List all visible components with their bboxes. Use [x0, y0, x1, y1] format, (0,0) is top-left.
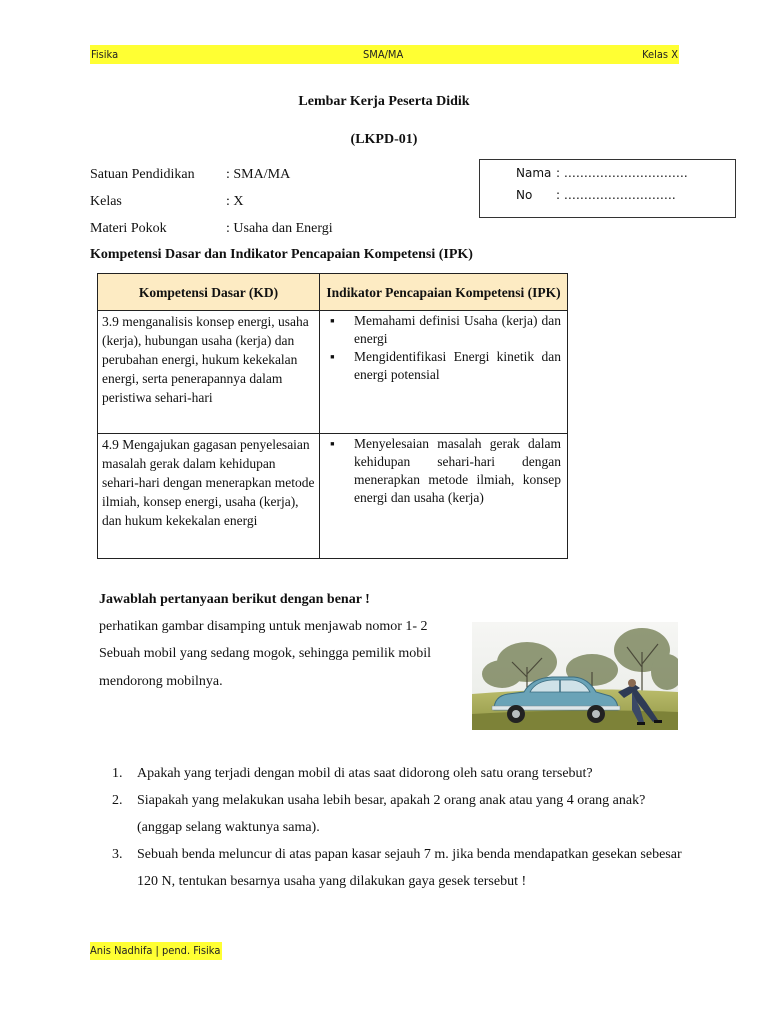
kd-cell: 4.9 Mengajukan gagasan penyelesaian masalah gerak dalam kehidupan sehari-hari dengan menerapkan metode ilmiah, konsep energi, usaha (kerja), dan hukum kekekalan energi: [98, 434, 320, 559]
kd-table: [97, 273, 568, 559]
meta-label: Materi Pokok: [90, 221, 167, 236]
list-item: [326, 435, 561, 507]
question-text: Siapakah yang melakukan usaha lebih besar, apakah 2 orang anak atau yang 4 orang anak? (anggap selang waktunya sama).: [137, 793, 646, 835]
intro-line: mendorong mobilnya.: [99, 674, 223, 689]
ipk-text: Menyelesaian masalah gerak dalam kehidupan sehari-hari dengan menerapkan metode ilmiah, konsep energi dan usaha (kerja): [354, 436, 561, 505]
meta-value: : SMA/MA: [226, 167, 291, 182]
kd-table-header: [98, 274, 568, 311]
bullet-icon: ▪: [330, 313, 335, 328]
question-number: 3.: [112, 847, 123, 862]
bullet-icon: ▪: [330, 349, 335, 364]
list-item: [326, 348, 561, 384]
name-blank[interactable]: : ………………………….: [556, 166, 688, 180]
question-item: [112, 841, 692, 895]
header-subject: Fisika: [91, 48, 119, 61]
intro-line: perhatikan gambar disamping untuk menjawab nomor 1- 2: [99, 619, 428, 634]
footer-author: Anis Nadhifa | pend. Fisika: [90, 942, 222, 960]
header-school-level: SMA/MA: [363, 48, 404, 61]
question-number: 1.: [112, 766, 123, 781]
name-label: Nama: [516, 166, 552, 180]
question-text: Apakah yang terjadi dengan mobil di atas saat didorong oleh satu orang tersebut?: [137, 766, 593, 781]
meta-label: Satuan Pendidikan: [90, 167, 195, 182]
question-list: [112, 760, 692, 895]
ipk-text: Memahami definisi Usaha (kerja) dan energi: [354, 313, 561, 346]
number-label: No: [516, 188, 533, 202]
intro-line: Sebuah mobil yang sedang mogok, sehingga pemilik mobil: [99, 646, 432, 661]
table-row: [98, 434, 568, 559]
number-blank[interactable]: : ……………………….: [556, 188, 676, 202]
bullet-icon: ▪: [330, 436, 335, 451]
meta-label: Kelas: [90, 194, 122, 209]
header-bar: [90, 45, 679, 64]
question-number: 2.: [112, 793, 123, 808]
page-title: Lembar Kerja Peserta Didik: [298, 94, 470, 109]
ipk-header: Indikator Pencapaian Kompetensi (IPK): [320, 274, 568, 311]
ipk-cell: [320, 434, 568, 559]
page-subtitle: (LKPD-01): [350, 132, 418, 147]
number-row: [516, 188, 676, 202]
ipk-cell: [320, 311, 568, 434]
table-row: [98, 311, 568, 434]
car-push-photo: [472, 622, 678, 730]
question-item: [112, 760, 692, 787]
list-item: [326, 312, 561, 348]
kd-header: Kompetensi Dasar (KD): [98, 274, 320, 311]
kd-cell: 3.9 menganalisis konsep energi, usaha (kerja), hubungan usaha (kerja) dan perubahan energi, hukum kekekalan energi, serta penerapannya dalam peristiwa sehari-hari: [98, 311, 320, 434]
meta-value: : Usaha dan Energi: [226, 221, 333, 236]
meta-value: : X: [226, 194, 244, 209]
name-box: [479, 159, 736, 218]
header-class: Kelas X: [642, 48, 678, 61]
questions-heading: Jawablah pertanyaan berikut dengan benar !: [99, 592, 370, 607]
question-item: [112, 787, 692, 841]
name-row: [516, 166, 688, 180]
ipk-text: Mengidentifikasi Energi kinetik dan energi potensial: [354, 349, 561, 382]
kd-section-title: Kompetensi Dasar dan Indikator Pencapaian Kompetensi (IPK): [90, 247, 473, 262]
question-text: Sebuah benda meluncur di atas papan kasar sejauh 7 m. jika benda mendapatkan gesekan sebesar 120 N, tentukan besarnya usaha yang dilakukan gaya gesek tersebut !: [137, 847, 682, 889]
